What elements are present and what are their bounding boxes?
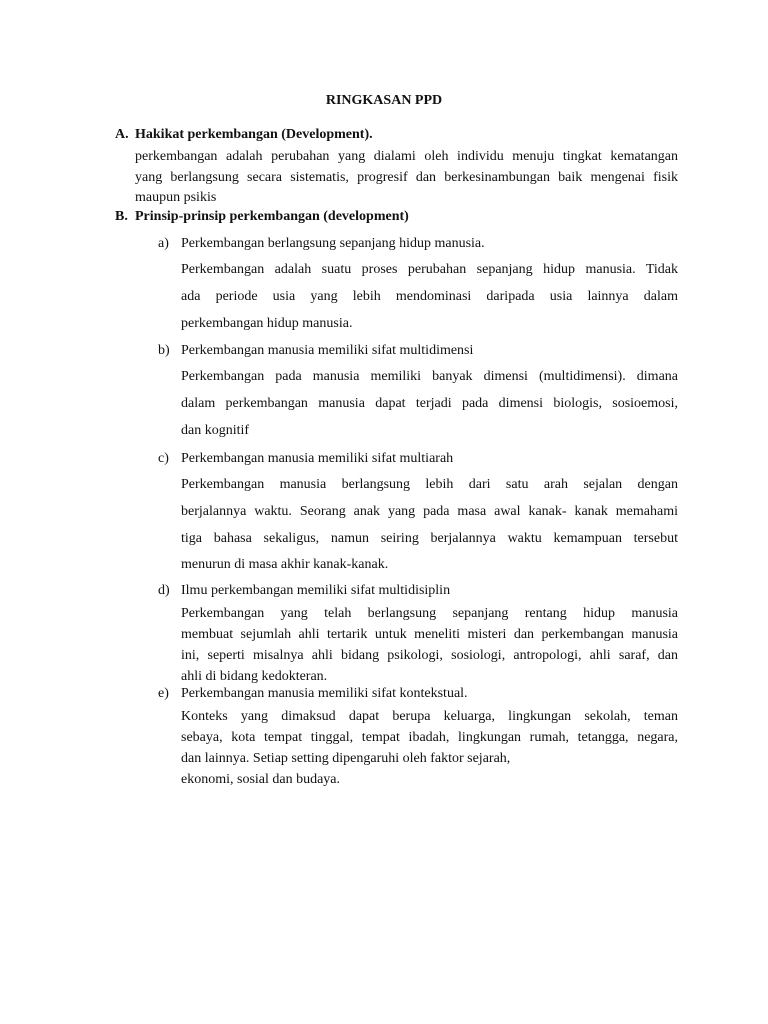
item-b-label: b) [158, 343, 170, 358]
item-e-label: e) [158, 686, 169, 701]
body-line: tiga bahasa sekaligus, namun seiring berjalannya waktu kemampuan tersebut [181, 530, 678, 546]
body-line: ahli di bidang kedokteran. [181, 669, 328, 684]
item-c-label: c) [158, 451, 169, 466]
body-line: yang berlangsung secara sistematis, progresif dan berkesinambungan baik mengenai fisik [135, 169, 678, 185]
body-line: maupun psikis [135, 190, 217, 205]
body-line: membuat sejumlah ahli tertarik untuk meneliti misteri dan perkembangan manusia [181, 627, 678, 642]
item-d-label: d) [158, 583, 170, 598]
body-line: menurun di masa akhir kanak-kanak. [181, 557, 389, 573]
item-d-body [181, 603, 678, 687]
body-line: sebaya, kota tempat tinggal, tempat ibadah, lingkungan rumah, tetangga, negara, [181, 730, 678, 745]
body-line: Perkembangan manusia berlangsung lebih dari satu arah sejalan dengan [181, 477, 678, 492]
item-d-heading: Ilmu perkembangan memiliki sifat multidisiplin [181, 583, 451, 598]
body-line: dan lainnya. Setiap setting dipengaruhi oleh faktor sejarah, [181, 751, 511, 766]
body-line: Konteks yang dimaksud dapat berupa keluarga, lingkungan sekolah, teman [181, 709, 678, 724]
body-line: ada periode usia yang lebih mendominasi daripada usia lainnya dalam [181, 288, 678, 304]
page-title: RINGKASAN PPD [325, 93, 443, 108]
body-line: perkembangan adalah perubahan yang dialami oleh individu menuju tingkat kematangan [135, 149, 678, 164]
body-line: Perkembangan yang telah berlangsung sepanjang rentang hidup manusia [181, 606, 678, 621]
item-e-heading: Perkembangan manusia memiliki sifat kontekstual. [181, 686, 468, 701]
body-line: perkembangan hidup manusia. [181, 315, 353, 331]
body-line: dalam perkembangan manusia dapat terjadi pada dimensi biologis, sosioemosi, [181, 395, 678, 411]
body-line: ini, seperti misalnya ahli bidang psikologi, sosiologi, antropologi, ahli saraf, dan [181, 648, 678, 663]
body-line: dan kognitif [181, 422, 250, 438]
item-a-body [181, 257, 678, 337]
item-b-body [181, 364, 678, 444]
section-a-body [135, 147, 678, 209]
body-line: Perkembangan pada manusia memiliki banyak dimensi (multidimensi). dimana [181, 369, 678, 384]
body-line: Perkembangan adalah suatu proses perubahan sepanjang hidup manusia. Tidak [181, 262, 678, 277]
section-a-heading: Hakikat perkembangan (Development). [135, 127, 373, 142]
item-a-label: a) [158, 236, 169, 251]
item-c-body [181, 472, 678, 579]
item-b-heading: Perkembangan manusia memiliki sifat multidimensi [181, 343, 474, 358]
body-line: berjalannya waktu. Seorang anak yang pada masa awal kanak- kanak memahami [181, 503, 678, 519]
section-b-label: B. [115, 209, 128, 224]
item-e-body [181, 706, 678, 790]
section-b-heading: Prinsip-prinsip perkembangan (development) [135, 209, 409, 224]
item-a-heading: Perkembangan berlangsung sepanjang hidup manusia. [181, 236, 485, 251]
section-a-label: A. [115, 127, 129, 142]
body-line: ekonomi, sosial dan budaya. [181, 772, 341, 787]
item-c-heading: Perkembangan manusia memiliki sifat multiarah [181, 451, 454, 466]
